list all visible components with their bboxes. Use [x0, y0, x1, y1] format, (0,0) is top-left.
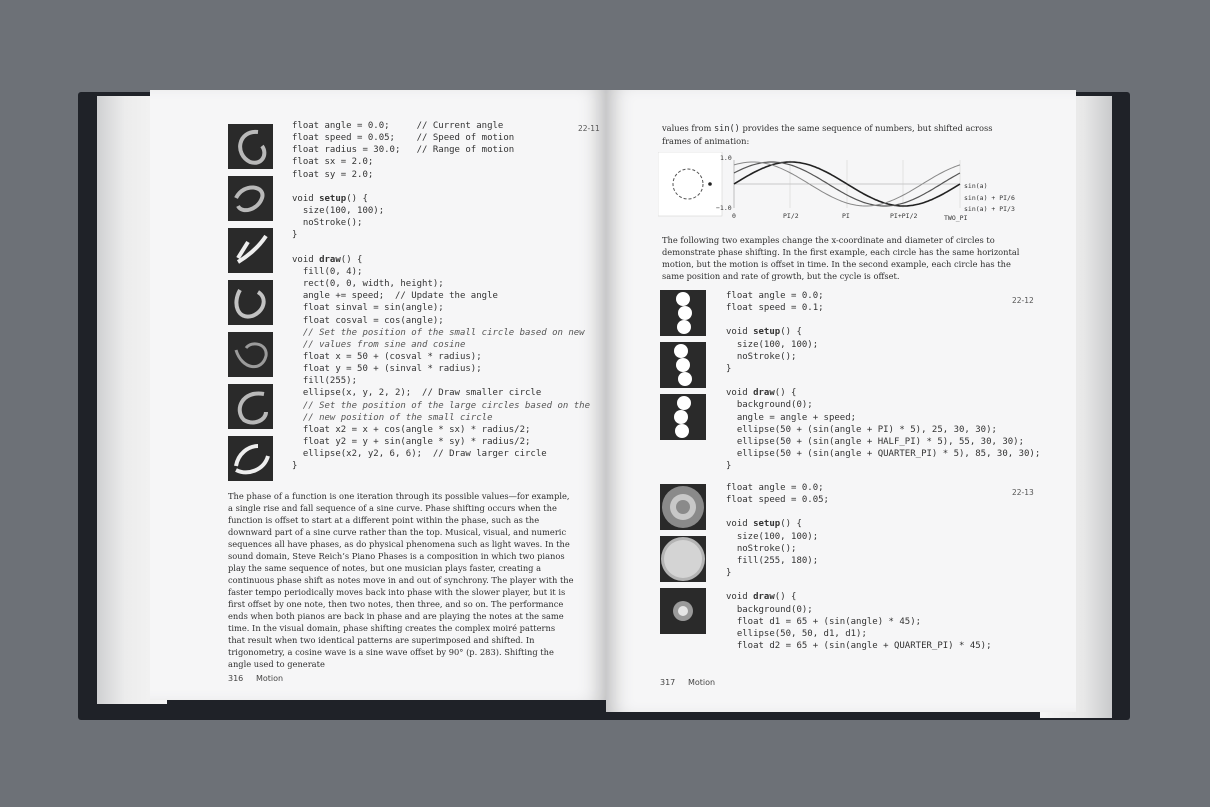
- thumbnail-3: [228, 228, 273, 273]
- right-running-head: Motion: [688, 678, 716, 687]
- example1-code: float angle = 0.0; float speed = 0.1; void setup() { size(100, 100); noStroke(); } void draw() { background(0); angle = angle + speed; ellipse(50 + (sin(angle + PI) * 5), 25, 30, 30); ellipse(50 + (sin(angle + HALF_PI) * 5), 55, 30, 30); ellipse(50 + (sin(angle + QUARTER_PI) * 5), 85, 30, 30); }: [726, 291, 1041, 472]
- fig-legend-1: sin(a): [964, 182, 988, 190]
- thumbnail-7: [228, 436, 273, 481]
- example2-frame-2: [660, 536, 706, 582]
- fig-y-min: −1.0: [716, 204, 732, 212]
- fig-x-0: 0: [732, 212, 736, 220]
- left-code-listing: float angle = 0.0; // Current angle float speed = 0.05; // Speed of motion float radius = 30.0; // Range of motion float sx = 2.0; float sy = 2.0; void setup() { size(100, 100); noStroke(); } void draw() { fill(0, 4); rect(0, 0, width, height); angle += speed; // Update the angle float sinval = sin(angle); float cosval = cos(angle); // Set the position of the small circle based on new // values from sine and cosine float x = 50 + (cosval * radius); float y = 50 + (sinval * radius); fill(255); ellipse(x, y, 2, 2); // Draw smaller circle // Set the position of the large circles based on the // new position of the small circle float x2 = x + cos(angle * sx) * radius/2; float y2 = y + sin(angle * sy) * radius/2; ellipse(x2, y2, 6, 6); // Draw larger circle }: [292, 121, 591, 472]
- example2-code: float angle = 0.0; float speed = 0.05; void setup() { size(100, 100); noStroke(); fill(255, 180); } void draw() { background(0); float d1 = 65 + (sin(angle) * 45); ellipse(50, 50, d1, d1); float d2 = 65 + (sin(angle + QUARTER_PI) * 45);: [726, 483, 992, 652]
- example1-frame-2: [660, 342, 706, 388]
- thumbnail-5: [228, 332, 273, 377]
- left-page: [150, 90, 606, 700]
- fig-y-max: 1.0: [720, 154, 732, 162]
- example1-frame-1: [660, 290, 706, 336]
- fig-x-halfpi: PI/2: [783, 212, 799, 220]
- right-intro-text: values from sin() provides the same sequence of numbers, but shifted across frames of animation:: [662, 123, 993, 146]
- fig-x-twopi: TWO_PI: [944, 214, 968, 222]
- thumbnail-4: [228, 280, 273, 325]
- example2-frame-1: [660, 484, 706, 530]
- right-page: [606, 90, 1076, 712]
- left-example-ref: 22-11: [578, 124, 600, 133]
- fig-legend-3: sin(a) + PI/3: [964, 205, 1015, 213]
- example2-ref: 22-13: [1012, 488, 1034, 497]
- left-paragraph: The phase of a function is one iteration through its possible values—for example, a single rise and fall sequence of a sine curve. Phase shifting occurs when the function is offset to start at a different point within the phase, such as the downward part of a sine curve rather than the top. Musical, visual, and numeric sequences all have phases, as do physical phenomena such as light waves. In the sound domain, Steve Reich’s Piano Phases is a composition in which two pianos play the same sequence of notes, but one musician plays faster, creating a continuous phase shift as notes move in and out of synchrony. The player with the faster tempo periodically moves back into phase with the slower player, but it is first offset by one note, then two notes, then three, and so on. The performance ends when both pianos are back in phase and are playing the notes at the same time. In the visual domain, phase shifting creates the complex moiré patterns that result when two identical patterns are superimposed and shifted. In trigonometry, a cosine wave is a sine wave offset by 90° (p. 283). Shifting the angle used to generate: [228, 491, 574, 669]
- right-paragraph: The following two examples change the x-coordinate and diameter of circles to demonstrate phase shifting. In the first example, each circle has the same horizontal motion, but the motion is offset in time. In the second example, each circle has the same position and rate of growth, but the cycle is offset.: [662, 235, 1020, 281]
- left-running-head: Motion: [256, 674, 284, 683]
- left-page-number: 316: [228, 674, 244, 683]
- fig-x-pi: PI: [842, 212, 850, 220]
- example1-frame-3: [660, 394, 706, 440]
- thumbnail-2: [228, 176, 273, 221]
- thumbnail-1: [228, 124, 273, 169]
- fig-x-pi-halfpi: PI+PI/2: [890, 212, 918, 220]
- thumbnail-6: [228, 384, 273, 429]
- example2-frame-3: [660, 588, 706, 634]
- example1-ref: 22-12: [1012, 296, 1034, 305]
- right-page-number: 317: [660, 678, 676, 687]
- fig-legend-2: sin(a) + PI/6: [964, 194, 1015, 202]
